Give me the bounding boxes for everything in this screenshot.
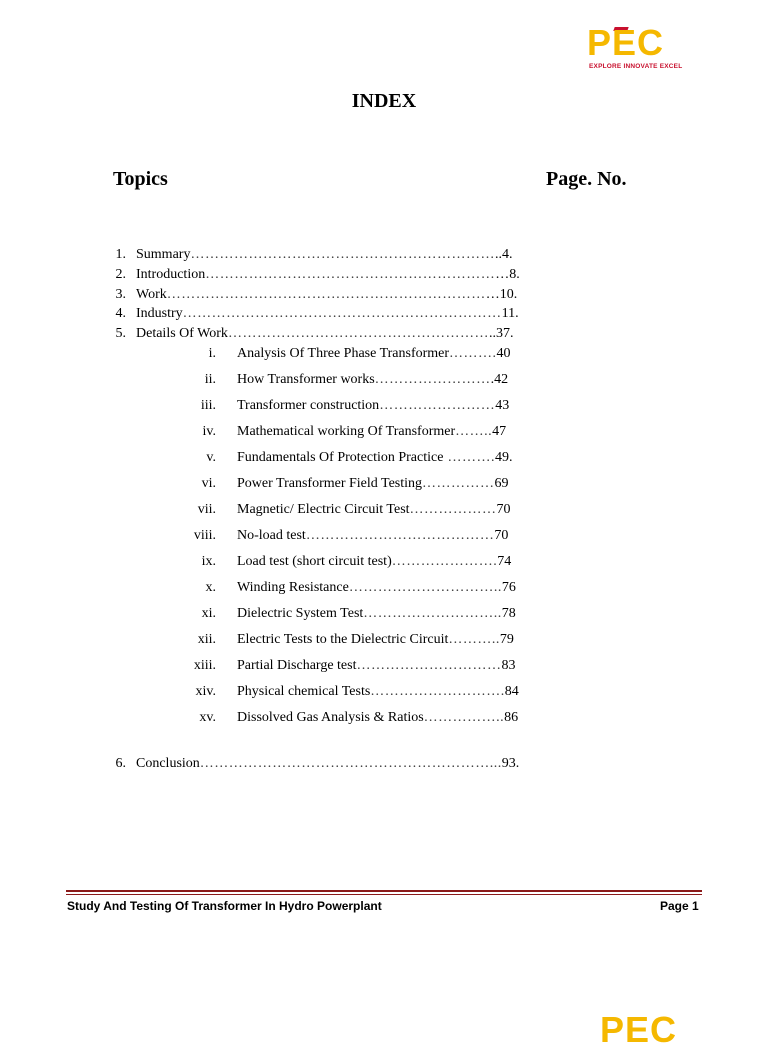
toc-page-number: 78 — [501, 606, 516, 621]
toc-number: iii. — [200, 398, 216, 413]
toc-number: 4. — [115, 306, 126, 321]
toc-number: xii. — [197, 632, 216, 647]
toc-number: xiv. — [195, 684, 216, 699]
toc-page-number: ..37. — [488, 326, 514, 341]
toc-page-number: 76 — [501, 580, 516, 595]
logo-text-fragment: PEC — [600, 1009, 678, 1050]
toc-page-number: …10. — [485, 287, 518, 302]
toc-leader-dots: ………………………… — [356, 658, 502, 673]
toc-title: Power Transformer Field Testing — [237, 476, 423, 491]
toc-title: Conclusion — [136, 756, 200, 771]
toc-page-number: 74 — [497, 554, 512, 569]
toc-number: 1. — [115, 247, 126, 262]
toc-leader-dots: ………………………………… — [305, 528, 495, 543]
toc-title: Introduction — [136, 267, 206, 282]
toc-page-number: 79 — [499, 632, 514, 647]
toc-page-number: 69 — [494, 476, 509, 491]
toc-number: vii. — [197, 502, 216, 517]
toc-title: Dielectric System Test — [237, 606, 364, 621]
toc-page-number: 47 — [492, 424, 507, 439]
toc-number: i. — [208, 346, 216, 361]
toc-leader-dots: ……………………………………………… — [227, 326, 489, 341]
toc-entry — [136, 245, 512, 265]
toc-entry — [237, 344, 511, 364]
toc-entry — [136, 265, 520, 285]
toc-entry — [136, 324, 513, 344]
toc-entry — [237, 448, 512, 468]
toc-page-number: 83 — [501, 658, 516, 673]
toc-entry — [237, 526, 508, 546]
next-page-logo-fragment — [600, 1009, 680, 1050]
toc-leader-dots: …………………… — [374, 372, 491, 387]
toc-entry — [136, 754, 519, 774]
toc-entry — [136, 285, 517, 305]
toc-title: Fundamentals Of Protection Practice — [237, 450, 444, 465]
toc-entry — [237, 578, 516, 598]
toc-leader-dots: …………………… — [379, 398, 496, 413]
toc-entry — [237, 370, 508, 390]
logo-text: PEC — [587, 22, 665, 63]
toc-leader-dots: …….. — [455, 424, 493, 439]
footer-rule-thin — [66, 894, 702, 895]
toc-title: Partial Discharge test — [237, 658, 357, 673]
toc-number: 3. — [115, 287, 126, 302]
topics-header: Topics — [113, 168, 168, 190]
toc-page-number: 70 — [496, 502, 511, 517]
toc-page-number: 49. — [494, 450, 513, 465]
toc-leader-dots: ………………………………………………………… — [166, 287, 486, 302]
toc-leader-dots: ………………………. — [370, 684, 505, 699]
toc-title: Dissolved Gas Analysis & Ratios — [237, 710, 424, 725]
toc-leader-dots: …………… — [422, 476, 495, 491]
page-no-header: Page. No. — [546, 168, 627, 190]
toc-number: vi. — [201, 476, 216, 491]
toc-entry — [237, 396, 509, 416]
toc-page-number: 40 — [496, 346, 511, 361]
toc-number: iv. — [202, 424, 216, 439]
toc-leader-dots: …………….. — [423, 710, 505, 725]
toc-number: xv. — [199, 710, 216, 725]
toc-leader-dots: ……………… — [409, 502, 497, 517]
toc-title: Electric Tests to the Dielectric Circuit — [237, 632, 449, 647]
toc-page-number: 84 — [504, 684, 519, 699]
toc-leader-dots: …………………. — [391, 554, 498, 569]
toc-page-number: 11. — [501, 306, 519, 321]
toc-number: x. — [205, 580, 216, 595]
toc-leader-dots: ………………………………………………………… — [182, 306, 502, 321]
toc-leader-dots: ……………………….. — [363, 606, 502, 621]
toc-page-number: 93. — [501, 756, 520, 771]
toc-leader-dots: ………………………….. — [348, 580, 502, 595]
toc-page-number: …8. — [495, 267, 520, 282]
footer-document-title: Study And Testing Of Transformer In Hydro Powerplant — [67, 899, 382, 913]
toc-entry — [237, 500, 511, 520]
toc-title: No-load test — [237, 528, 306, 543]
toc-title: Physical chemical Tests — [237, 684, 371, 699]
footer-rule — [66, 890, 702, 892]
footer-page-number: Page 1 — [660, 899, 699, 913]
toc-leader-dots: …………………………………………………… — [205, 267, 496, 282]
toc-leader-dots: ………. — [449, 346, 497, 361]
toc-number: 2. — [115, 267, 126, 282]
toc-title: Details Of Work — [136, 326, 228, 341]
toc-number: v. — [206, 450, 216, 465]
toc-leader-dots: ………. — [443, 450, 495, 465]
toc-page-number: 70 — [494, 528, 509, 543]
toc-title: Winding Resistance — [237, 580, 349, 595]
toc-title: Load test (short circuit test) — [237, 554, 392, 569]
toc-page-number: ..4. — [494, 247, 513, 262]
toc-number: 6. — [115, 756, 126, 771]
toc-number: xiii. — [193, 658, 216, 673]
toc-leader-dots: ……….. — [448, 632, 500, 647]
toc-title: Work — [136, 287, 167, 302]
toc-entry — [237, 656, 516, 676]
toc-title: Industry — [136, 306, 183, 321]
toc-leader-dots: ……………………………………………………... — [199, 756, 502, 771]
toc-number: ix. — [201, 554, 216, 569]
toc-number: viii. — [193, 528, 216, 543]
toc-page-number: .42 — [490, 372, 509, 387]
toc-entry — [237, 630, 514, 650]
toc-title: How Transformer works — [237, 372, 375, 387]
toc-entry — [237, 422, 506, 442]
toc-leader-dots: ……………………………………………………… — [190, 247, 495, 262]
toc-entry — [237, 708, 518, 728]
toc-page-number: 43 — [495, 398, 510, 413]
toc-title: Analysis Of Three Phase Transformer — [237, 346, 450, 361]
toc-title: Magnetic/ Electric Circuit Test — [237, 502, 410, 517]
toc-title: Mathematical working Of Transformer — [237, 424, 456, 439]
toc-entry — [237, 604, 516, 624]
toc-entry — [237, 682, 519, 702]
toc-entry — [136, 304, 519, 324]
toc-number: xi. — [201, 606, 216, 621]
toc-title: Summary — [136, 247, 191, 262]
toc-entry — [237, 552, 511, 572]
page-title: INDEX — [351, 90, 417, 112]
toc-number: 5. — [115, 326, 126, 341]
logo-tagline: EXPLORE INNOVATE EXCEL — [589, 63, 683, 70]
toc-number: ii. — [204, 372, 216, 387]
toc-title: Transformer construction — [237, 398, 380, 413]
pec-logo — [587, 22, 687, 73]
toc-page-number: 86 — [504, 710, 519, 725]
toc-entry — [237, 474, 509, 494]
